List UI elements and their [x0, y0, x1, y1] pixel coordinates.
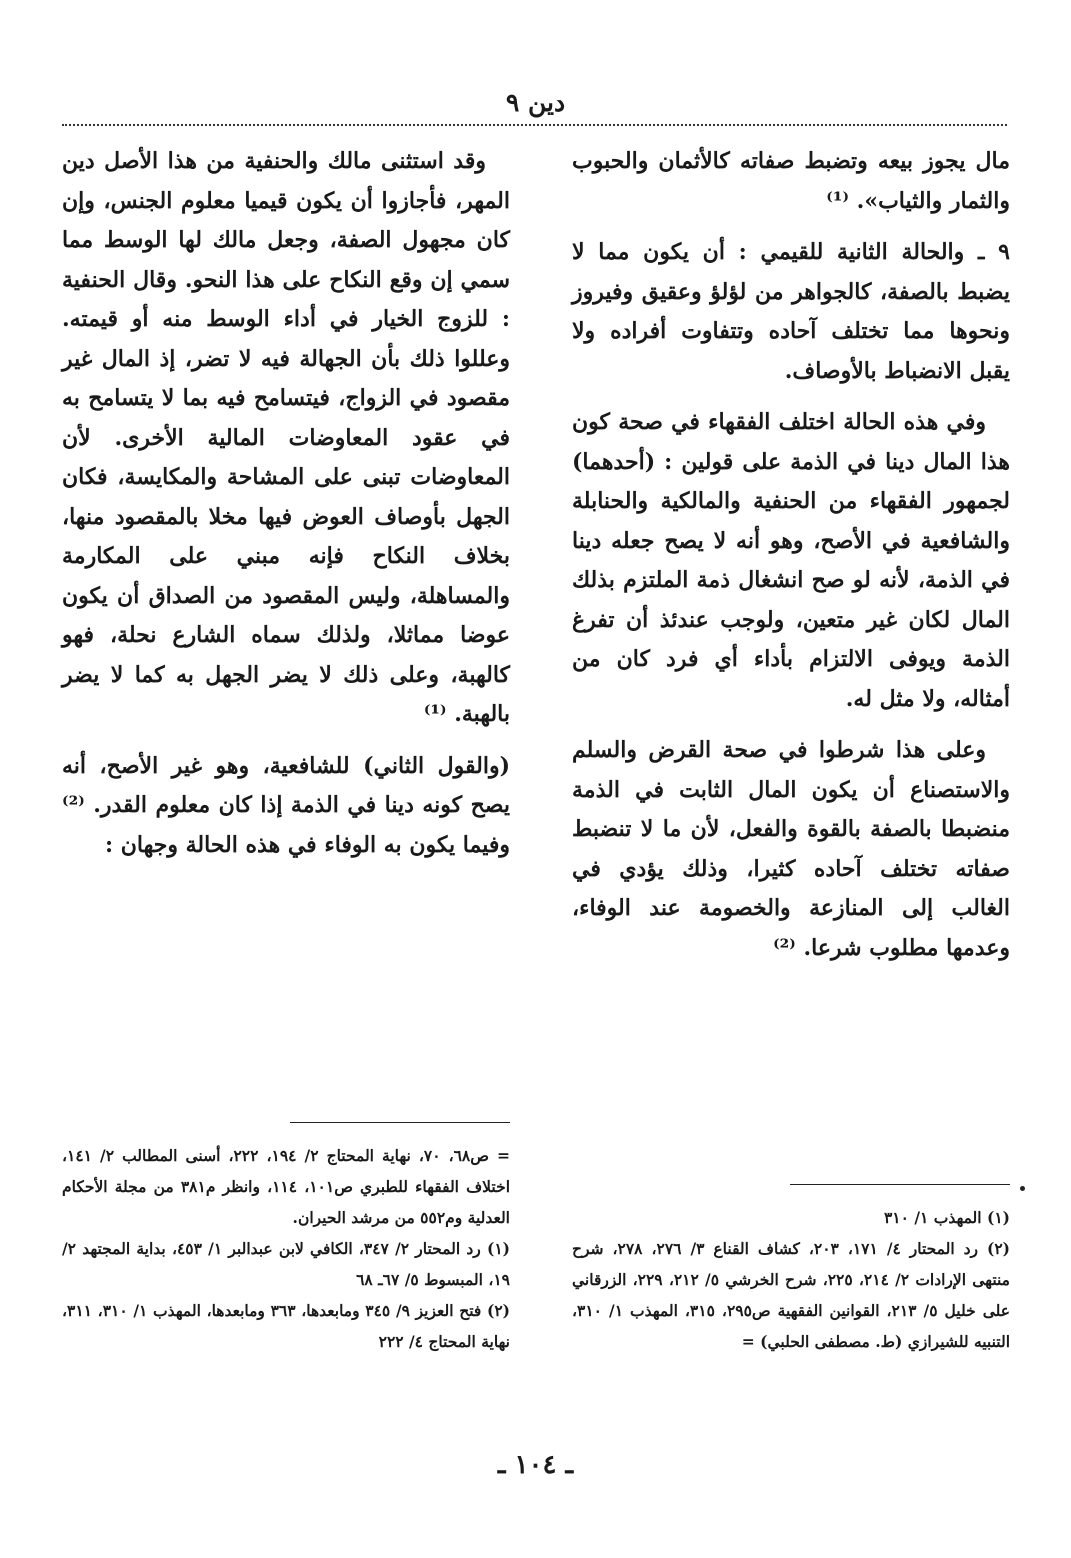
paragraph: مال يجوز بيعه وتضبط صفاته كالأثمان والحبوب والثمار والثياب». ⁽¹⁾ — [572, 148, 1010, 214]
paragraph: وعلى هذا شرطوا في صحة القرض والسلم والاستصناع أن يكون المال الثابت في الذمة منضبطا بالصفة بالقوة والفعل، لأن ما لا تنضبط صفاته تختلف آحاده كثيرا، وذلك يؤدي في الغالب إلى المنازعة والخصومة عند الوفاء، وعدمها مطلوب شرعا. ⁽²⁾ — [572, 737, 1010, 961]
footnotes-right — [572, 1202, 1010, 1357]
margin-dot — [1020, 1186, 1025, 1191]
header-divider — [62, 124, 1007, 126]
left-column — [62, 142, 510, 877]
paragraph: وقد استثنى مالك والحنفية من هذا الأصل دين المهر، فأجازوا أن يكون قيميا معلوم الجنس، وإن كان مجهول الصفة، وجعل مالك لها الوسط مما سمي إن وقع النكاح على هذا النحو. وقال الحنفية : للزوج الخيار في أداء الوسط منه أو قيمته. وعللوا ذلك بأن الجهالة فيه لا تضر، إذ المال غير مقصود في الزواج، فيتسامح فيه بما لا يتسامح به في عقود المعاوضات المالية الأخرى. لأن المعاوضات تبنى على المشاحة والمكايسة، فكان الجهل بأوصاف العوض فيها مخلا بالمقصود منها، بخلاف النكاح فإنه مبني على المكارمة والمساهلة، وليس المقصود من الصداق أن يكون عوضا مماثلا، ولذلك سماه الشارع نحلة، فهو كالهبة، وعلى ذلك لا يضر الجهل به كما لا يضر بالهبة. ⁽¹⁾ — [62, 148, 510, 727]
footnote: = ص٦٨، ٧٠، نهاية المحتاج ٢/ ١٩٤، ٢٢٢، أسنى المطالب ٢/ ١٤١، اختلاف الفقهاء للطبري ص١٠١، ١١٤، وانظر م٣٨١ من مجلة الأحكام العدلية وم٥٥٢ من مرشد الحيران. — [62, 1146, 511, 1227]
footnotes-left — [62, 1140, 510, 1357]
footnote: (١) المهذب ١/ ٣١٠ — [883, 1208, 1010, 1227]
paragraph: وفي هذه الحالة اختلف الفقهاء في صحة كون هذا المال دينا في الذمة على قولين : (أحدهما) لجمهور الفقهاء من الحنفية والمالكية والحنابلة والشافعية في الأصح، وهو أنه لا يصح جعله دينا في الذمة، لأنه لو صح انشغال ذمة الملتزم بذلك المال لكان غير متعين، ولوجب عندئذ أن تفرغ الذمة ويوفى الالتزام بأداء أي فرد كان من أمثاله، ولا مثل له. — [572, 409, 1010, 712]
footnote-divider-left — [290, 1122, 510, 1123]
right-column — [572, 142, 1010, 980]
paragraph: (والقول الثاني) للشافعية، وهو غير الأصح، أنه يصح كونه دينا في الذمة إذا كان معلوم القدر. ⁽²⁾ وفيما يكون به الوفاء في هذه الحالة وجهان : — [62, 752, 510, 858]
footnote: (١) رد المحتار ٢/ ٣٤٧، الكافي لابن عبدالبر ١/ ٤٥٣، بداية المجتهد ٢/ ١٩، المبسوط ٥/ ٦٧ـ ٦٨ — [62, 1239, 510, 1289]
footnote-divider-right — [790, 1184, 1010, 1185]
page-number: ـ ١٠٤ ـ — [497, 1450, 574, 1480]
footnote: (٢) رد المحتار ٤/ ١٧١، ٢٠٣، كشاف القناع ٣/ ٢٧٦، ٢٧٨، شرح منتهى الإرادات ٢/ ٢١٤، ٢٢٥، شرح الخرشي ٥/ ٢١٢، ٢٢٩، الزرقاني على خليل ٥/ ٢١٣، القوانين الفقهية ص٢٩٥، ٣١٥، المهذب ١/ ٣١٠، التنبيه للشيرازي (ط. مصطفى الحلبي) = — [572, 1239, 1011, 1351]
footnote: (٢) فتح العزيز ٩/ ٣٤٥ ومابعدها، ٣٦٣ ومابعدها، المهذب ١/ ٣١٠، ٣١١، نهاية المحتاج ٤/ ٢٢٢ — [62, 1301, 510, 1351]
running-header: دين ٩ — [505, 88, 566, 117]
paragraph: ٩ ـ والحالة الثانية للقيمي : أن يكون مما لا يضبط بالصفة، كالجواهر من لؤلؤ وعقيق وفيروز ونحوها مما تختلف آحاده وتتفاوت أفراده ولا يقبل الانضباط بالأوصاف. — [572, 239, 1010, 384]
